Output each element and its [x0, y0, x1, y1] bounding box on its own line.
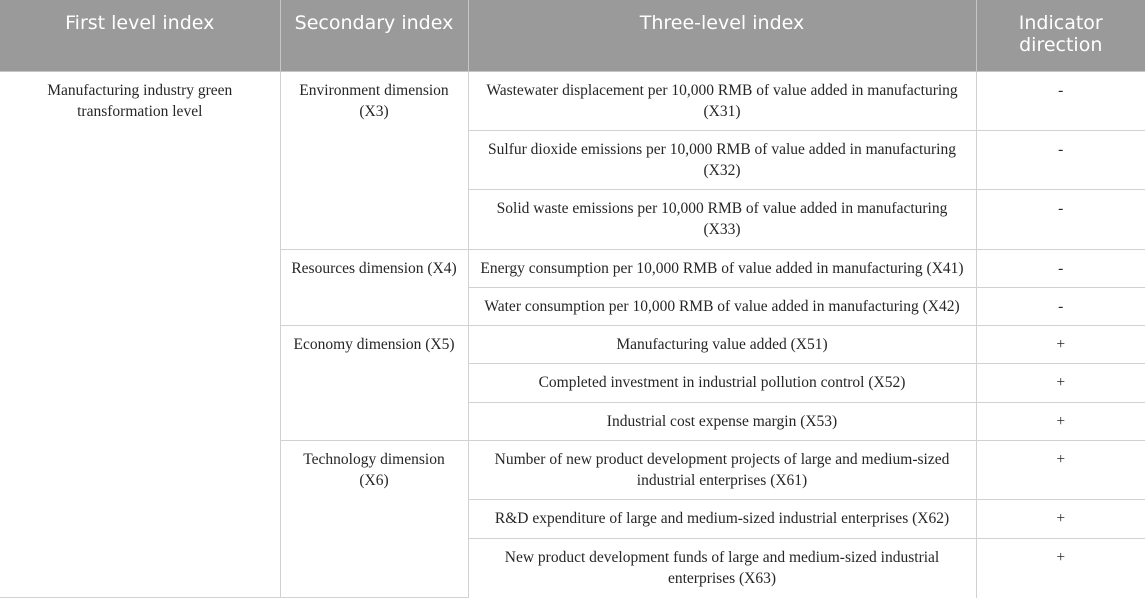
direction-cell: -	[976, 130, 1145, 189]
indicator-cell: Manufacturing value added (X51)	[468, 326, 976, 364]
secondary-cell-resources: Resources dimension (X4)	[280, 249, 468, 326]
direction-cell: +	[976, 440, 1145, 499]
indicator-cell: Wastewater displacement per 10,000 RMB of value added in manufacturing (X31)	[468, 71, 976, 130]
indicator-cell: Number of new product development projects of large and medium-sized industrial enterprises (X61)	[468, 440, 976, 499]
direction-cell: -	[976, 71, 1145, 130]
direction-cell: +	[976, 326, 1145, 364]
table-row	[0, 71, 1145, 130]
header-direction: Indicator direction	[976, 0, 1145, 71]
indicator-cell: R&D expenditure of large and medium-sized industrial enterprises (X62)	[468, 500, 976, 538]
header-row	[0, 0, 1145, 71]
secondary-cell-technology: Technology dimension (X6)	[280, 440, 468, 597]
direction-cell: +	[976, 402, 1145, 440]
indicator-cell: Industrial cost expense margin (X53)	[468, 402, 976, 440]
secondary-cell-environment: Environment dimension (X3)	[280, 71, 468, 249]
indicator-cell: Energy consumption per 10,000 RMB of value added in manufacturing (X41)	[468, 249, 976, 287]
indicator-cell: New product development funds of large and medium-sized industrial enterprises (X63)	[468, 538, 976, 597]
header-first-level: First level index	[0, 0, 280, 71]
indicator-cell: Completed investment in industrial pollution control (X52)	[468, 364, 976, 402]
header-secondary: Secondary index	[280, 0, 468, 71]
header-three-level: Three-level index	[468, 0, 976, 71]
direction-cell: -	[976, 249, 1145, 287]
direction-cell: +	[976, 500, 1145, 538]
indicator-cell: Water consumption per 10,000 RMB of value added in manufacturing (X42)	[468, 287, 976, 325]
indicator-cell: Sulfur dioxide emissions per 10,000 RMB of value added in manufacturing (X32)	[468, 130, 976, 189]
first-level-cell: Manufacturing industry green transformation level	[0, 71, 280, 598]
direction-cell: -	[976, 287, 1145, 325]
direction-cell: +	[976, 364, 1145, 402]
secondary-cell-economy: Economy dimension (X5)	[280, 326, 468, 441]
direction-cell: -	[976, 190, 1145, 249]
indicator-cell: Solid waste emissions per 10,000 RMB of value added in manufacturing (X33)	[468, 190, 976, 249]
direction-cell: +	[976, 538, 1145, 597]
